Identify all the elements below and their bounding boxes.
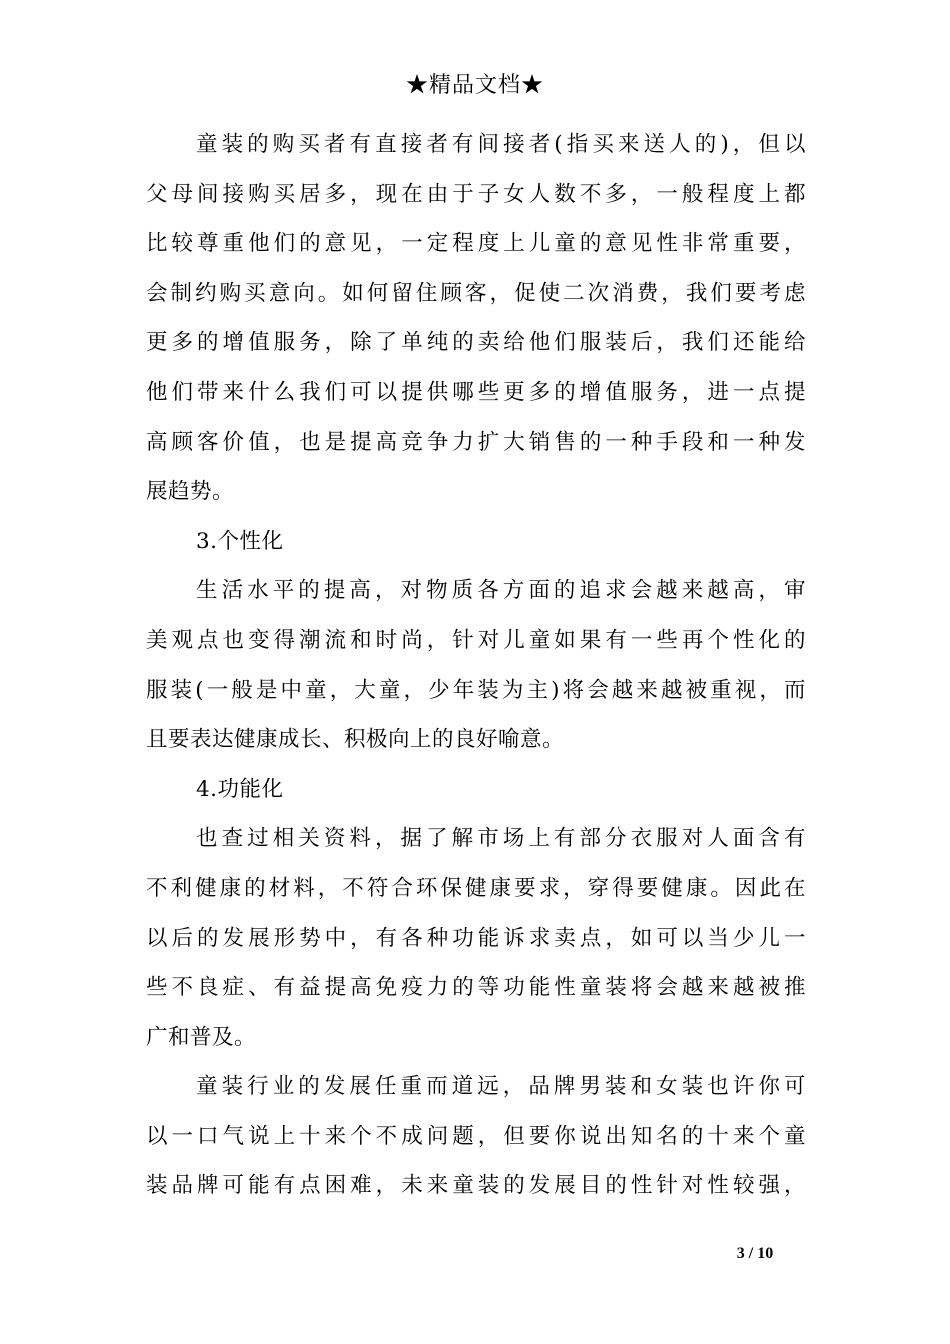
paragraph-1-line-5: 更多的增值服务，除了单纯的卖给他们服装后，我们还能给 [146, 330, 806, 356]
paragraph-1-line-2: 父母间接购买居多，现在由于子女人数不多，一般程度上都 [146, 181, 806, 207]
paragraph-5-line-3: 以后的发展形势中，有各种功能诉求卖点，如可以当少儿一 [146, 925, 806, 951]
paragraph-5-line-2: 不利健康的材料，不符合环保健康要求，穿得要健康。因此在 [146, 875, 806, 901]
section-heading-personalization: 3.个性化 [196, 528, 284, 554]
paragraph-3-line-2: 美观点也变得潮流和时尚，针对儿童如果有一些再个性化的 [146, 627, 806, 653]
section-heading-functionality: 4.功能化 [196, 776, 284, 802]
paragraph-1-line-7: 高顾客价值，也是提高竞争力扩大销售的一种手段和一种发 [146, 429, 806, 455]
document-body [146, 120, 806, 1211]
paragraph-5-line-1: 也查过相关资料，据了解市场上有部分衣服对人面含有 [196, 826, 806, 852]
paragraph-1-line-4: 会制约购买意向。如何留住顾客，促使二次消费，我们要考虑 [146, 280, 806, 306]
paragraph-3-line-3: 服装(一般是中童，大童，少年装为主)将会越来越被重视，而 [146, 677, 806, 703]
page-number: 3 / 10 [736, 1245, 774, 1262]
paragraph-1-line-1: 童装的购买者有直接者有间接者(指买来送人的)，但以 [196, 132, 806, 157]
paragraph-5-line-5: 广和普及。 [146, 1024, 257, 1050]
page-header-title: ★精品文档★ [405, 73, 544, 98]
paragraph-6-line-1: 童装行业的发展任重而道远，品牌男装和女装也许你可 [196, 1074, 806, 1100]
paragraph-1-line-8: 展趋势。 [146, 479, 235, 505]
paragraph-1-line-3: 比较尊重他们的意见，一定程度上儿童的意见性非常重要， [146, 231, 806, 257]
paragraph-1-line-6: 他们带来什么我们可以提供哪些更多的增值服务，进一点提 [146, 379, 806, 405]
paragraph-3-line-1: 生活水平的提高，对物质各方面的追求会越来越高，审 [196, 578, 806, 604]
paragraph-3-line-4: 且要表达健康成长、积极向上的良好喻意。 [146, 727, 565, 753]
paragraph-6-line-2: 以一口气说上十来个不成问题，但要你说出知名的十来个童 [146, 1123, 806, 1149]
paragraph-6-line-3: 装品牌可能有点困难，未来童装的发展目的性针对性较强， [146, 1173, 806, 1199]
paragraph-5-line-4: 些不良症、有益提高免疫力的等功能性童装将会越来越被推 [146, 975, 806, 1001]
